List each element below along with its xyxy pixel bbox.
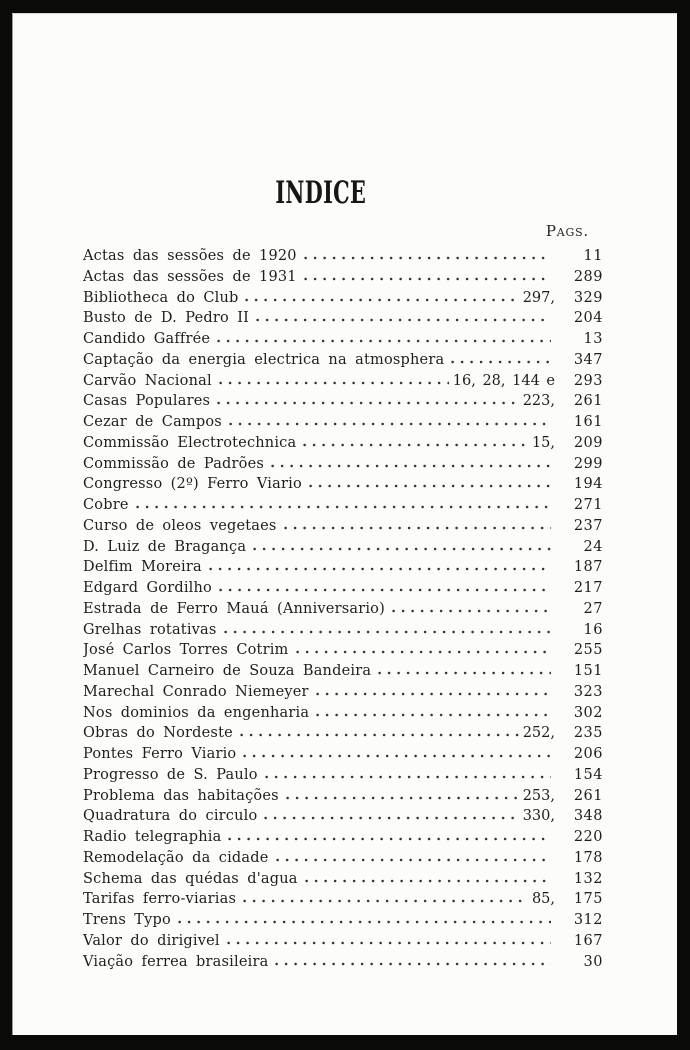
dot-leader <box>305 879 551 883</box>
entry-page-number: 151 <box>573 663 603 679</box>
dot-leader <box>264 816 518 820</box>
index-entry <box>83 435 603 456</box>
index-entry <box>83 705 603 726</box>
entry-title: Edgard Gordilho <box>83 580 212 596</box>
entry-title: Busto de D. Pedro II <box>83 310 250 327</box>
dot-leader <box>227 941 551 945</box>
dot-leader <box>378 671 551 675</box>
entry-page-number: 27 <box>583 600 603 617</box>
index-entry <box>83 642 603 663</box>
entry-title: Bibliotheca do Club <box>83 289 239 306</box>
dot-leader <box>303 443 528 447</box>
dot-leader <box>316 713 551 717</box>
index-entry <box>83 518 603 539</box>
page-number-column-header: Pags. <box>545 222 589 240</box>
dot-leader <box>276 858 551 862</box>
entry-title: Carvão Nacional <box>83 372 212 389</box>
index-entry <box>83 476 603 497</box>
book-page <box>12 13 677 1035</box>
entry-title: José Carlos Torres Cotrim <box>83 642 289 659</box>
entry-page-number: 302 <box>573 704 603 721</box>
dot-leader <box>217 339 551 343</box>
entry-title: Congresso (2º) Ferro Viario <box>83 476 302 493</box>
dot-leader <box>240 733 519 737</box>
index-entry <box>83 393 603 414</box>
dot-leader <box>309 484 551 488</box>
index-entry <box>83 580 603 601</box>
entry-page-number: 237 <box>573 517 603 534</box>
entry-extra-pages: 85, <box>531 891 555 908</box>
dot-leader <box>316 692 551 696</box>
entry-title: Valor do dirigivel <box>83 932 220 949</box>
dot-leader <box>271 464 551 468</box>
entry-title: Radio telegraphia <box>83 829 222 845</box>
page-title <box>13 172 677 214</box>
entry-extra-pages: 16, 28, 144 e <box>452 372 555 389</box>
entry-title: Trens Typo <box>83 912 171 928</box>
entry-title: Casas Populares <box>83 393 211 410</box>
entry-title: Cezar de Campos <box>83 414 222 430</box>
entry-page-number: 16 <box>583 621 603 638</box>
dot-leader <box>284 526 551 530</box>
index-entry <box>83 539 603 560</box>
dot-leader <box>219 381 449 385</box>
index-entry <box>83 622 603 643</box>
entry-extra-pages: 253, <box>522 787 555 804</box>
entry-title: Remodelação da cidade <box>83 849 269 866</box>
index-entry <box>83 871 603 892</box>
dot-leader <box>304 277 551 281</box>
entry-page-number: 220 <box>573 829 603 845</box>
entry-page-number: 178 <box>573 849 603 866</box>
entry-page-number: 293 <box>573 372 603 389</box>
entry-title: Tarifas ferro-viarias <box>83 891 237 908</box>
index-entry <box>83 850 603 871</box>
index-list <box>83 248 603 974</box>
entry-page-number: 167 <box>573 932 603 949</box>
entry-title: Commissão Electrotechnica <box>83 434 297 451</box>
dot-leader <box>256 318 551 322</box>
page-title-text: INDICE <box>275 175 367 211</box>
entry-page-number: 323 <box>573 683 603 700</box>
entry-page-number: 312 <box>573 912 603 928</box>
entry-page-number: 206 <box>573 746 603 762</box>
entry-title: Nos dominios da engenharia <box>83 704 310 721</box>
dot-leader <box>229 422 551 426</box>
dot-leader <box>451 360 551 364</box>
dot-leader <box>228 837 551 841</box>
entry-page-number: 187 <box>573 559 603 576</box>
index-entry <box>83 788 603 809</box>
index-entry <box>83 767 603 788</box>
index-entry <box>83 352 603 373</box>
entry-title: Commissão de Padrões <box>83 455 265 472</box>
entry-title: Captação da energia electrica na atmosphera <box>83 351 445 368</box>
entry-title: Cobre <box>83 497 129 513</box>
entry-page-number: 261 <box>573 393 603 410</box>
dot-leader <box>209 567 551 571</box>
dot-leader <box>253 547 551 551</box>
entry-extra-pages: 223, <box>522 393 555 410</box>
entry-extra-pages: 252, <box>522 725 555 742</box>
index-entry <box>83 248 603 269</box>
dot-leader <box>136 505 551 509</box>
dot-leader <box>275 962 551 966</box>
entry-page-number: 194 <box>573 476 603 493</box>
entry-page-number: 289 <box>573 268 603 285</box>
index-entry <box>83 912 603 933</box>
dot-leader <box>304 256 551 260</box>
entry-title: Progresso de S. Paulo <box>83 766 258 783</box>
index-entry <box>83 497 603 518</box>
dot-leader <box>286 796 519 800</box>
dot-leader <box>245 298 518 302</box>
dot-leader <box>265 775 551 779</box>
dot-leader <box>219 588 551 592</box>
index-entry <box>83 331 603 352</box>
dot-leader <box>243 899 528 903</box>
index-entry <box>83 559 603 580</box>
entry-title: Actas das sessões de 1920 <box>83 248 297 264</box>
index-entry <box>83 269 603 290</box>
index-entry <box>83 663 603 684</box>
index-entry <box>83 456 603 477</box>
entry-extra-pages: 15, <box>531 434 555 451</box>
entry-title: Viação ferrea brasileira <box>83 953 269 970</box>
dot-leader <box>178 920 551 924</box>
entry-title: Quadratura do circulo <box>83 808 258 825</box>
index-entry <box>83 601 603 622</box>
entry-page-number: 329 <box>573 289 603 306</box>
entry-title: Obras do Nordeste <box>83 725 233 742</box>
entry-title: Pontes Ferro Viario <box>83 746 237 762</box>
entry-title: Marechal Conrado Niemeyer <box>83 683 309 700</box>
entry-page-number: 161 <box>573 414 603 430</box>
entry-page-number: 255 <box>573 642 603 659</box>
entry-page-number: 204 <box>573 310 603 327</box>
dot-leader <box>217 401 519 405</box>
entry-title: Estrada de Ferro Mauá (Anniversario) <box>83 600 385 617</box>
entry-extra-pages: 297, <box>522 289 555 306</box>
entry-title: Grelhas rotativas <box>83 621 217 638</box>
dot-leader <box>296 650 551 654</box>
entry-page-number: 175 <box>573 891 603 908</box>
index-entry <box>83 829 603 850</box>
entry-extra-pages: 330, <box>522 808 555 825</box>
entry-page-number: 217 <box>573 580 603 596</box>
entry-title: Delfim Moreira <box>83 559 202 576</box>
index-entry <box>83 808 603 829</box>
dot-leader <box>224 630 551 634</box>
entry-page-number: 30 <box>583 953 603 970</box>
entry-title: Problema das habitações <box>83 787 279 804</box>
entry-title: Curso de oleos vegetaes <box>83 517 277 534</box>
index-entry <box>83 373 603 394</box>
index-entry <box>83 746 603 767</box>
entry-page-number: 209 <box>573 434 603 451</box>
index-entry <box>83 933 603 954</box>
index-entry <box>83 891 603 912</box>
entry-page-number: 11 <box>583 248 603 264</box>
entry-page-number: 24 <box>583 538 603 555</box>
index-entry <box>83 684 603 705</box>
index-entry <box>83 414 603 435</box>
entry-page-number: 261 <box>573 787 603 804</box>
entry-page-number: 348 <box>573 808 603 825</box>
dot-leader <box>392 609 551 613</box>
entry-title: Actas das sessões de 1931 <box>83 268 297 285</box>
entry-page-number: 235 <box>573 725 603 742</box>
entry-page-number: 347 <box>573 351 603 368</box>
entry-title: Candido Gaffrée <box>83 331 211 347</box>
entry-title: Schema das quédas d'agua <box>83 870 298 887</box>
index-entry <box>83 310 603 331</box>
dot-leader <box>243 754 551 758</box>
entry-page-number: 271 <box>573 497 603 513</box>
entry-title: D. Luiz de Bragança <box>83 538 247 555</box>
entry-page-number: 13 <box>583 331 603 347</box>
entry-page-number: 154 <box>573 766 603 783</box>
index-entry <box>83 725 603 746</box>
entry-page-number: 299 <box>573 455 603 472</box>
index-entry <box>83 954 603 975</box>
index-entry <box>83 290 603 311</box>
entry-title: Manuel Carneiro de Souza Bandeira <box>83 663 372 679</box>
entry-page-number: 132 <box>573 870 603 887</box>
